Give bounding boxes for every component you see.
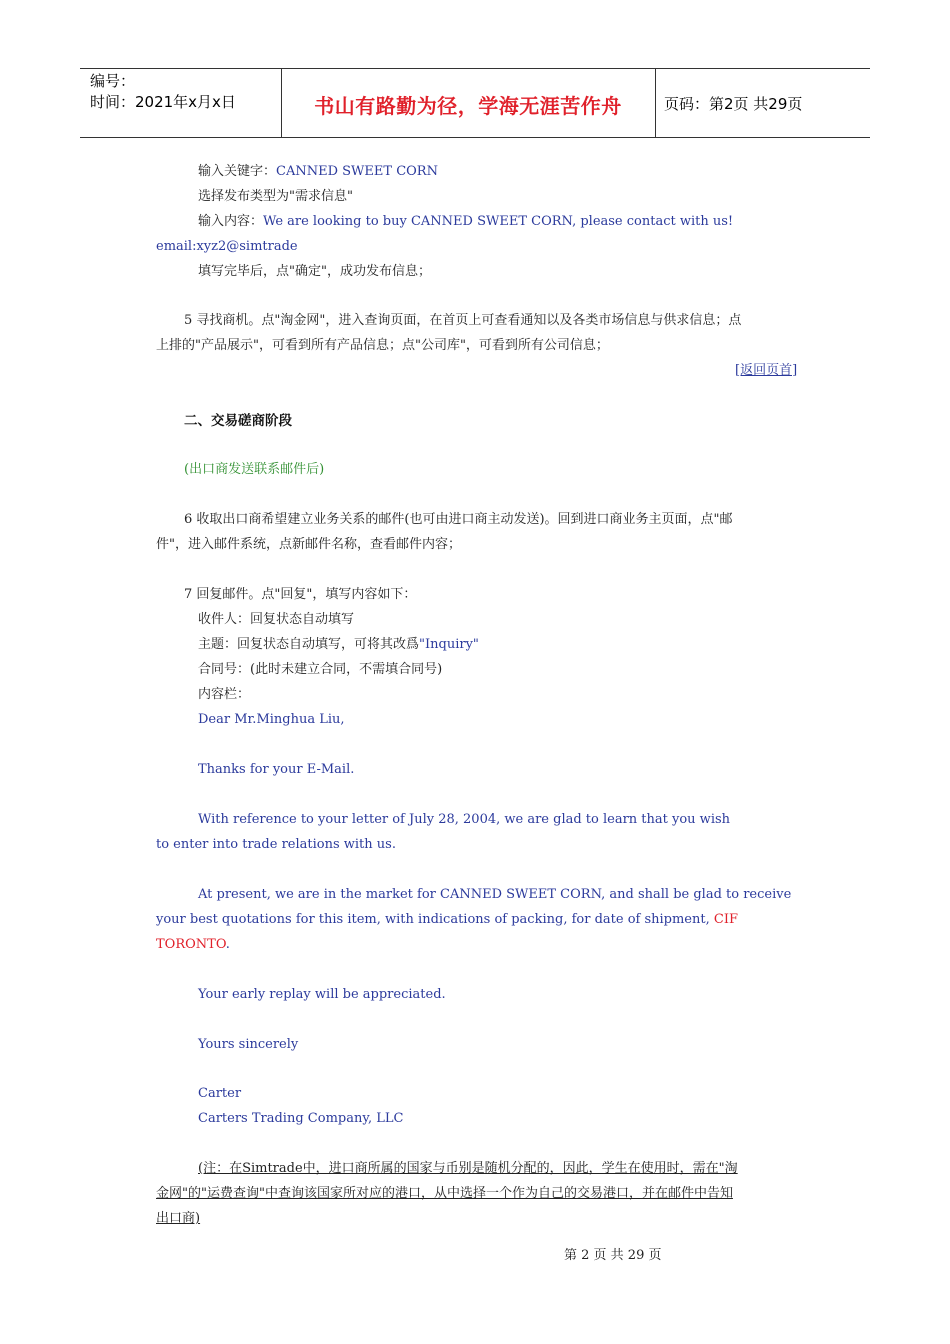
keyword-label: 输入关键字： [198, 164, 277, 179]
content-value: We are looking to buy CANNED SWEET CORN, please contact with us! [263, 214, 734, 229]
step7-subject [198, 636, 479, 654]
letter-toronto: TORONTO [156, 937, 226, 952]
step6-line1: 6 收取出口商希望建立业务关系的邮件(也可由进口商主动发送)。回到进口商业务主页面，点"邮 [184, 512, 733, 527]
document-header [80, 68, 870, 138]
type-line: 选择发布类型为"需求信息" [198, 189, 353, 204]
content-value-cont: email:xyz2@simtrade [156, 239, 298, 254]
header-motto: 书山有路勤为径，学海无涯苦作舟 [314, 94, 622, 118]
done-line: 填写完毕后，点"确定"，成功发布信息； [198, 264, 431, 279]
header-divider-right [655, 69, 656, 137]
subject-label: 主题：回复状态自动填写，可将其改爲 [198, 637, 420, 652]
back-to-top-link[interactable]: [返回页首] [735, 363, 798, 378]
letter-signature-name: Carter [198, 1086, 242, 1101]
letter-signature-company: Carters Trading Company, LLC [198, 1111, 404, 1126]
letter-greeting: Dear Mr.Minghua Liu, [198, 712, 345, 727]
step7-intro: 7 回复邮件。点"回复"，填写内容如下： [184, 587, 417, 602]
letter-toronto-line [156, 936, 230, 954]
letter-early: Your early replay will be appreciated. [198, 987, 446, 1002]
section-subtitle: (出口商发送联系邮件后) [184, 462, 325, 477]
step6-line2: 件"，进入邮件系统，点新邮件名称，查看邮件内容； [156, 537, 461, 552]
letter-closing: Yours sincerely [198, 1037, 299, 1052]
letter-ref-line1: With reference to your letter of July 28, 2004, we are glad to learn that you wish [198, 812, 731, 827]
keyword-value: CANNED SWEET CORN [276, 164, 438, 179]
letter-cif: CIF [713, 912, 738, 927]
letter-toronto-end: . [225, 937, 230, 952]
header-number: 编号： [90, 72, 136, 90]
step7-recipient: 收件人：回复状态自动填写 [198, 612, 355, 627]
content-line [198, 213, 733, 231]
letter-ref-line2: to enter into trade relations with us. [156, 837, 396, 852]
step7-contract: 合同号：(此时未建立合同，不需填合同号) [198, 662, 443, 677]
content-label: 输入内容： [198, 214, 264, 229]
note-line1: (注：在Simtrade中，进口商所属的国家与币别是随机分配的，因此，学生在使用时，需在"淘 [198, 1161, 738, 1176]
step5-line1: 5 寻找商机。点"淘金网"，进入查询页面，在首页上可查看通知以及各类市场信息与供求信息；点 [184, 313, 742, 328]
header-page-info: 页码：第2页 共29页 [664, 95, 803, 113]
header-time: 时间：2021年x月x日 [90, 93, 236, 111]
step5-line2: 上排的"产品展示"，可看到所有产品信息；点"公司库"，可看到所有公司信息； [156, 338, 609, 353]
note-line2: 金网"的"运费查询"中查询该国家所对应的港口，从中选择一个作为自己的交易港口，并在邮件中告知 [156, 1186, 733, 1201]
keyword-line [198, 163, 438, 181]
section-title: 二、交易磋商阶段 [184, 413, 292, 429]
page-footer: 第 2 页 共 29 页 [564, 1248, 662, 1263]
subject-value: "Inquiry" [419, 637, 479, 652]
step7-content-label: 内容栏： [198, 687, 251, 702]
note-line3: 出口商) [156, 1211, 201, 1226]
letter-thanks: Thanks for your E-Mail. [198, 762, 355, 777]
letter-present-line2: your best quotations for this item, with indications of packing, for date of shipment, [156, 912, 710, 927]
letter-present-line1: At present, we are in the market for CANNED SWEET CORN, and shall be glad to receive [198, 887, 792, 902]
letter-present-line2-wrap [156, 911, 738, 929]
header-meta [90, 71, 236, 113]
